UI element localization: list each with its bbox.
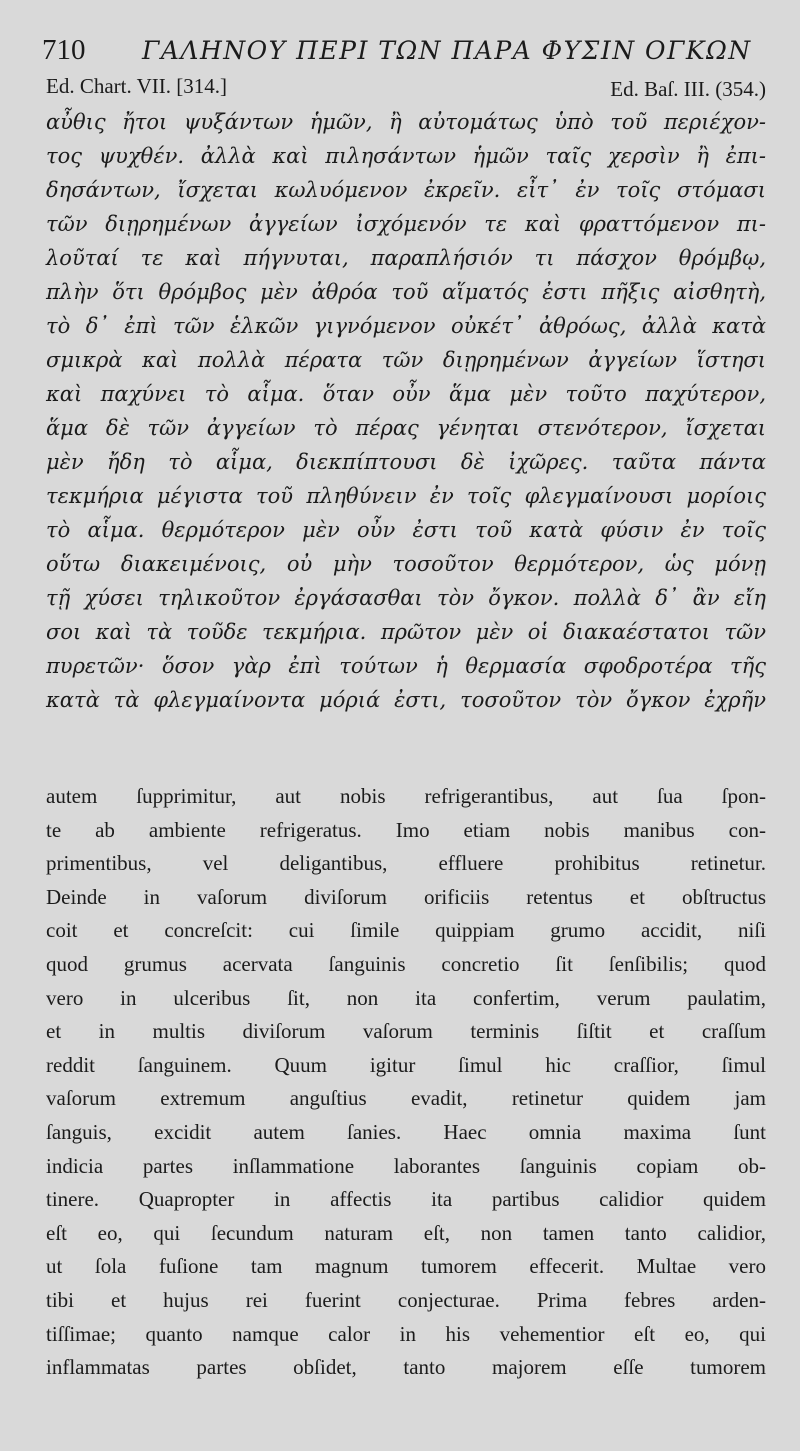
greek-text-line: τῇ χύσει τηλικοῦτον ἐργάσασθαι τὸν ὄγκον. πολλὰ δ᾽ ἂν εἴη (46, 586, 766, 610)
greek-text-line: αὖθις ἤτοι ψυξάντων ἡμῶν, ἢ αὐτομάτως ὑπὸ τοῦ περιέχον- (46, 110, 766, 134)
greek-text-line: καὶ παχύνει τὸ αἷμα. ὅταν οὖν ἅμα μὲν τοῦτο παχύτερον, (46, 382, 766, 406)
greek-text-line: λοῦταί τε καὶ πήγνυται, παραπλήσιόν τι πάσχον θρόμβῳ, (46, 246, 766, 270)
latin-text-block (46, 780, 766, 1385)
edition-reference-right: Ed. Baſ. III. (354.) (610, 77, 766, 101)
greek-text-line: τος ψυχθέν. ἀλλὰ καὶ πιλησάντων ἡμῶν ταῖς χερσὶν ἢ ἐπι- (46, 144, 766, 168)
greek-text-line: οὕτω διακειμένοις, οὐ μὴν τοσοῦτον θερμότερον, ὡς μόνῃ (46, 552, 766, 576)
greek-text-line: πυρετῶν· ὅσον γὰρ ἐπὶ τούτων ἡ θερμασία σφοδροτέρα τῆς (46, 654, 766, 678)
greek-text-line: ἅμα δὲ τῶν ἀγγείων τὸ πέρας γένηται στενότερον, ἴσχεται (46, 416, 766, 440)
greek-text-line: δησάντων, ἴσχεται κωλυόμενον ἐκρεῖν. εἶτ᾽ ἐν τοῖς στόμασι (46, 178, 766, 202)
latin-text-line: eſt eo, qui ſecundum naturam eſt, non tamen tanto calidior, (46, 1220, 766, 1245)
page-header (42, 30, 772, 70)
latin-text-line: primentibus, vel deligantibus, effluere prohibitus retinetur. (46, 851, 766, 876)
greek-text-block (46, 105, 766, 717)
latin-text-line: coit et concreſcit: cui ſimile quippiam grumo accidit, niſi (46, 918, 766, 943)
latin-text-line: ut ſola fuſione tam magnum tumorem effecerit. Multae vero (46, 1254, 766, 1279)
latin-text-line: tinere. Quapropter in affectis ita partibus calidior quidem (46, 1187, 766, 1212)
latin-text-line: et in multis diviſorum vaſorum terminis ſiſtit et craſſum (46, 1019, 766, 1044)
greek-text-line: τεκμήρια μέγιστα τοῦ πληθύνειν ἐν τοῖς φλεγμαίνουσι μορίοις (46, 484, 766, 508)
latin-text-line: inflammatas partes obſidet, tanto majorem eſſe tumorem (46, 1355, 766, 1380)
latin-text-line: tiſſimae; quanto namque calor in his vehementior eſt eo, qui (46, 1321, 766, 1346)
greek-text-line: σοι καὶ τὰ τοῦδε τεκμήρια. πρῶτον μὲν οἱ διακαέστατοι τῶν (46, 620, 766, 644)
latin-text-line: quod grumus acervata ſanguinis concretio ſit ſenſibilis; quod (46, 951, 766, 976)
greek-text-line: πλὴν ὅτι θρόμβος μὲν ἀθρόα τοῦ αἵματός ἐστι πῆξις αἰσθητὴ, (46, 280, 766, 304)
latin-text-line: autem ſupprimitur, aut nobis refrigerantibus, aut ſua ſpon- (46, 784, 766, 808)
latin-text-line: reddit ſanguinem. Quum igitur ſimul hic craſſior, ſimul (46, 1052, 766, 1077)
greek-text-line: τὸ δ᾽ ἐπὶ τῶν ἑλκῶν γιγνόμενον οὐκέτ᾽ ἀθρόως, ἀλλὰ κατὰ (46, 314, 766, 338)
greek-text-line: κατὰ τὰ φλεγμαίνοντα μόριά ἐστι, τοσοῦτον τὸν ὄγκον ἐχρῆν (46, 688, 766, 712)
latin-text-line: te ab ambiente refrigeratus. Imo etiam nobis manibus con- (46, 817, 766, 842)
latin-text-line: indicia partes inſlammatione laborantes ſanguinis copiam ob- (46, 1153, 766, 1178)
greek-text-line: τὸ αἷμα. θερμότερον μὲν οὖν ἐστι τοῦ κατὰ φύσιν ἐν τοῖς (46, 518, 766, 542)
greek-text-line: σμικρὰ καὶ πολλὰ πέρατα τῶν διῃρημένων ἀγγείων ἵστησι (46, 348, 766, 372)
running-title: ΓΑΛΗΝΟΥ ΠΕΡΙ ΤΩΝ ΠΑΡΑ ΦΥΣΙΝ ΟΓΚΩΝ (142, 36, 752, 65)
page-number: 710 (42, 34, 86, 66)
edition-reference-left: Ed. Chart. VII. [314.] (46, 74, 227, 98)
latin-text-line: tibi et hujus rei fuerint conjecturae. Prima febres arden- (46, 1287, 766, 1312)
greek-text-line: μὲν ἤδη τὸ αἷμα, διεκπίπτουσι δὲ ἰχῶρες. ταῦτα πάντα (46, 450, 766, 474)
latin-text-line: vaſorum extremum anguſtius evadit, retinetur quidem jam (46, 1086, 766, 1111)
latin-text-line: ſanguis, excidit autem ſanies. Haec omnia maxima ſunt (46, 1119, 766, 1144)
latin-text-line: Deinde in vaſorum diviſorum orificiis retentus et obſtructus (46, 884, 766, 909)
latin-text-line: vero in ulceribus ſit, non ita confertim, verum paulatim, (46, 985, 766, 1010)
greek-text-line: τῶν διῃρημένων ἀγγείων ἰσχόμενόν τε καὶ φραττόμενον πι- (46, 212, 766, 236)
